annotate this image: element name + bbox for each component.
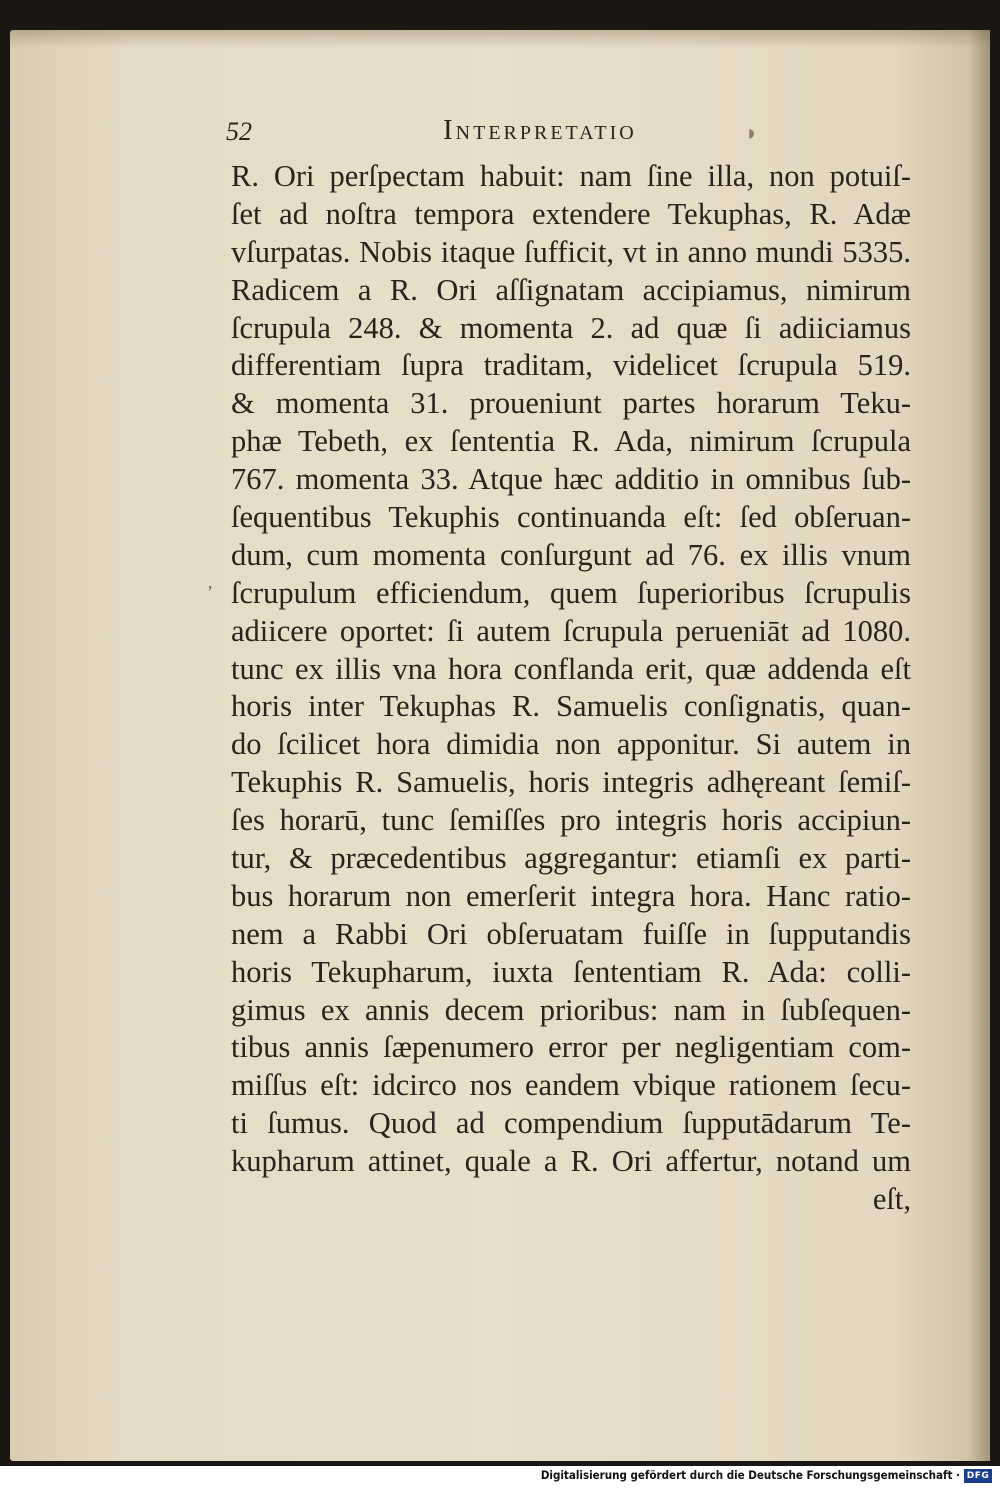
text-line: R. Ori perſpectam habuit: nam ſine illa, non potuiſ- <box>231 159 911 193</box>
text-line: differentiam ſupra traditam, videlicet ſcrupula 519. <box>231 348 911 383</box>
text-line: adiicere oportet: ſi autem ſcrupula perueniāt ad 1080. <box>231 613 911 648</box>
margin-mark-icon: ʼ <box>207 582 213 602</box>
text-line: dum, cum momenta conſurgunt ad 76. ex illis vnum <box>231 537 911 572</box>
text-line: miſſus eſt: idcirco nos eandem vbique rationem ſecu- <box>231 1068 911 1103</box>
dfg-logo-icon: DFG <box>964 1469 992 1483</box>
text-line: & momenta 31. proueniunt partes horarum Teku- <box>231 386 911 421</box>
text-line: 767. momenta 33. Atque hæc additio in omnibus ſub- <box>231 462 911 497</box>
text-line: do ſcilicet hora dimidia non apponitur. Si autem in <box>231 727 911 762</box>
text-line: bus horarum non emerſerit integra hora. Hanc ratio- <box>231 878 911 913</box>
ornament-icon: ◗ <box>745 120 759 145</box>
text-line: ſet ad noſtra tempora extendere Tekuphas, R. Adæ <box>231 196 911 231</box>
text-line: Tekuphis R. Samuelis, horis integris adhęreant ſemiſ- <box>231 765 911 800</box>
catchword-line: eſt, <box>872 1182 911 1217</box>
page-number: 52 <box>226 117 252 146</box>
text-line: tunc ex illis vna hora conflanda erit, quæ addenda eſt <box>231 651 911 686</box>
text-line: Radicem a R. Ori aſſignatam accipiamus, nimirum <box>231 272 911 307</box>
funding-credit: Digitalisierung gefördert durch die Deutsche Forschungsgemeinschaft · <box>540 1468 960 1482</box>
running-head: Interpretatio <box>443 114 637 146</box>
body-text <box>231 158 911 1219</box>
page-gutter-shadow <box>968 30 990 1461</box>
text-line: ſequentibus Tekuphis continuanda eſt: ſed obſeruan- <box>231 500 911 535</box>
text-line: vſurpatas. Nobis itaque ſufficit, vt in anno mundi 5335. <box>231 234 911 269</box>
text-line: horis Tekupharum, iuxta ſententiam R. Ada: colli- <box>231 954 911 989</box>
text-line: phæ Tebeth, ex ſententia R. Ada, nimirum ſcrupula <box>231 424 911 459</box>
text-line: ti ſumus. Quod ad compendium ſupputādarum Te- <box>231 1106 911 1141</box>
text-line: ſcrupula 248. & momenta 2. ad quæ ſi adiiciamus <box>231 310 911 345</box>
text-line: nem a Rabbi Ori obſeruatam fuiſſe in ſupputandis <box>231 916 911 951</box>
text-line: horis inter Tekuphas R. Samuelis conſignatis, quan- <box>231 689 911 724</box>
text-line: tibus annis ſæpenumero error per negligentiam com- <box>231 1030 911 1065</box>
text-line: ſcrupulum efficiendum, quem ſuperioribus ſcrupulis <box>231 575 911 610</box>
text-line: kupharum attinet, quale a R. Ori affertur, notand um <box>231 1144 911 1179</box>
text-line: gimus ex annis decem prioribus: nam in ſubſequen- <box>231 992 911 1027</box>
page-top-shadow <box>10 30 990 48</box>
text-line: tur, & præcedentibus aggregantur: etiamſi ex parti- <box>231 841 911 876</box>
text-line: ſes horarū, tunc ſemiſſes pro integris horis accipiun- <box>231 803 911 838</box>
